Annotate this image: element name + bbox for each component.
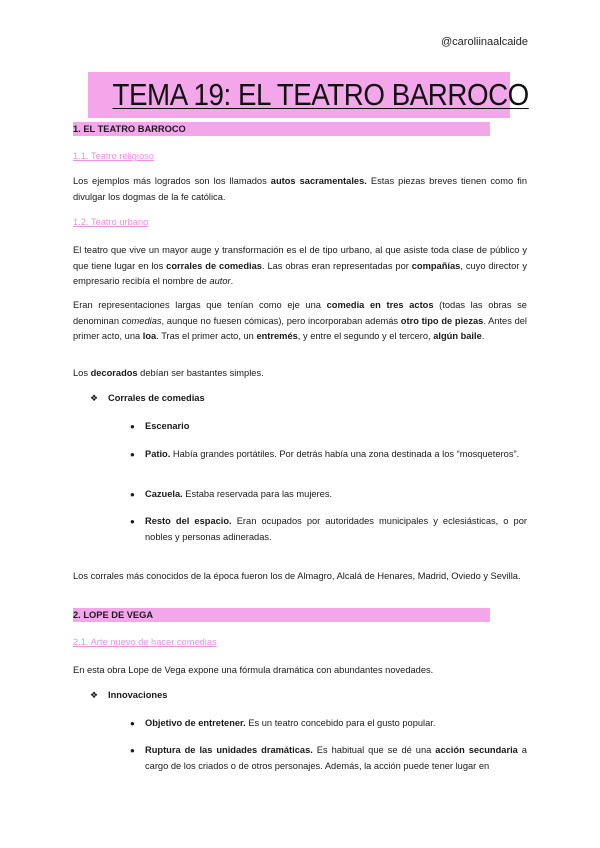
text-run: , y entre el segundo y el tercero, — [297, 331, 434, 341]
text-run: Estas piezas breves tienen como fin divulgar los dogmas de la fe católica. — [73, 176, 527, 202]
text-run: . — [230, 276, 234, 286]
title-banner — [88, 72, 529, 118]
list-item — [145, 743, 527, 774]
page-title: TEMA 19: EL TEATRO BARROCO — [112, 77, 529, 112]
list-item — [145, 419, 527, 435]
text-run: El teatro que vive un mayor auge y transformación es el de tipo urbano, al que asiste toda clase de público y que tiene lugar en los — [73, 245, 527, 271]
section-heading-1: 1. EL TEATRO BARROCO — [73, 122, 490, 136]
text-run: debían ser bastantes simples. — [137, 368, 264, 378]
bold-text: Cazuela. — [145, 489, 183, 499]
text-run: Es un teatro concebido para el gusto popular. — [245, 718, 436, 728]
text-run: . Las obras eran representadas por — [261, 260, 412, 271]
paragraph — [73, 298, 527, 345]
bullet-icon: ● — [130, 517, 135, 526]
text-run: Había grandes portátiles. Por detrás había una zona destinada a los “mosqueteros”. — [170, 449, 520, 459]
bold-text: autos sacramentales. — [270, 176, 367, 186]
bold-text: Ruptura de las unidades dramáticas. — [145, 745, 313, 755]
diamond-bullet-icon: ❖ — [90, 690, 99, 700]
paragraph — [73, 366, 527, 382]
text-run: En esta obra Lope de Vega expone una fórmula dramática con abundantes novedades. — [73, 665, 434, 675]
bold-text: loa — [142, 331, 157, 341]
italic-text: comedias — [121, 315, 162, 326]
list-title: Corrales de comedias — [108, 393, 205, 403]
list-item — [145, 716, 527, 732]
subheading-teatro-urbano: 1.2. Teatro urbano — [73, 217, 149, 227]
bold-text: compañías — [411, 260, 461, 271]
text-run: Estaba reservada para las mujeres. — [182, 489, 333, 499]
list-item — [145, 487, 527, 503]
bold-text: Patio. — [145, 449, 171, 459]
bullet-icon: ● — [130, 450, 135, 459]
bold-text: Resto del espacio. — [145, 516, 232, 526]
text-run: , aunque no fuesen cómicas), pero incorporaban además — [161, 315, 401, 326]
list-item — [145, 447, 527, 463]
paragraph — [73, 569, 527, 585]
list-item — [145, 514, 527, 545]
bold-text: Objetivo de entretener. — [145, 718, 246, 728]
bullet-icon: ● — [130, 719, 135, 728]
bold-text: Escenario — [145, 421, 190, 431]
bullet-icon: ● — [130, 422, 135, 431]
paragraph — [73, 663, 527, 679]
text-run: a cargo de los criados o de otros personajes. Además, la acción puede tener lugar en — [145, 745, 527, 771]
text-run: Es habitual que se dé una — [312, 745, 436, 755]
text-run: (todas las obras se denominan — [73, 300, 527, 326]
list-title: Innovaciones — [108, 690, 168, 700]
paragraph — [73, 174, 527, 205]
bold-text: comedia en tres actos — [326, 300, 434, 310]
diamond-bullet-icon: ❖ — [90, 393, 99, 403]
text-run: Eran representaciones largas que tenían como eje una — [73, 300, 327, 310]
text-run: . Tras el primer acto, un — [156, 331, 257, 341]
text-run: Los — [73, 368, 91, 378]
text-run: Eran ocupados por autoridades municipales y eclesiásticas, o por nobles y personas adineradas. — [145, 516, 527, 542]
text-run: Los ejemplos más logrados son los llamados — [73, 176, 271, 186]
bold-text: otro tipo de piezas — [400, 315, 484, 326]
bold-text: algún baile — [433, 331, 482, 341]
author-handle: @caroliinaalcaide — [441, 36, 528, 48]
paragraph — [73, 243, 527, 290]
bold-text: acción secundaria — [435, 745, 518, 755]
bullet-icon: ● — [130, 746, 135, 755]
section-heading-2: 2. LOPE DE VEGA — [73, 608, 490, 622]
text-run: . Antes del primer acto, una — [73, 315, 527, 341]
bold-text: decorados — [90, 368, 138, 378]
subheading-teatro-religioso: 1.1. Teatro religioso — [73, 151, 154, 161]
italic-text: autor — [209, 276, 231, 286]
bullet-icon: ● — [130, 490, 135, 499]
text-run: Los corrales más conocidos de la época fueron los de Almagro, Alcalá de Henares, Madrid, Oviedo y Sevilla. — [73, 571, 521, 581]
bold-text: corrales de comedias — [166, 260, 262, 271]
bold-text: entremés — [256, 331, 298, 341]
text-run: , cuyo director y empresario recibía el nombre de — [73, 260, 527, 286]
text-run: . — [481, 331, 485, 341]
subheading-arte-nuevo: 2.1. Arte nuevo de hacer comedias — [73, 637, 217, 647]
